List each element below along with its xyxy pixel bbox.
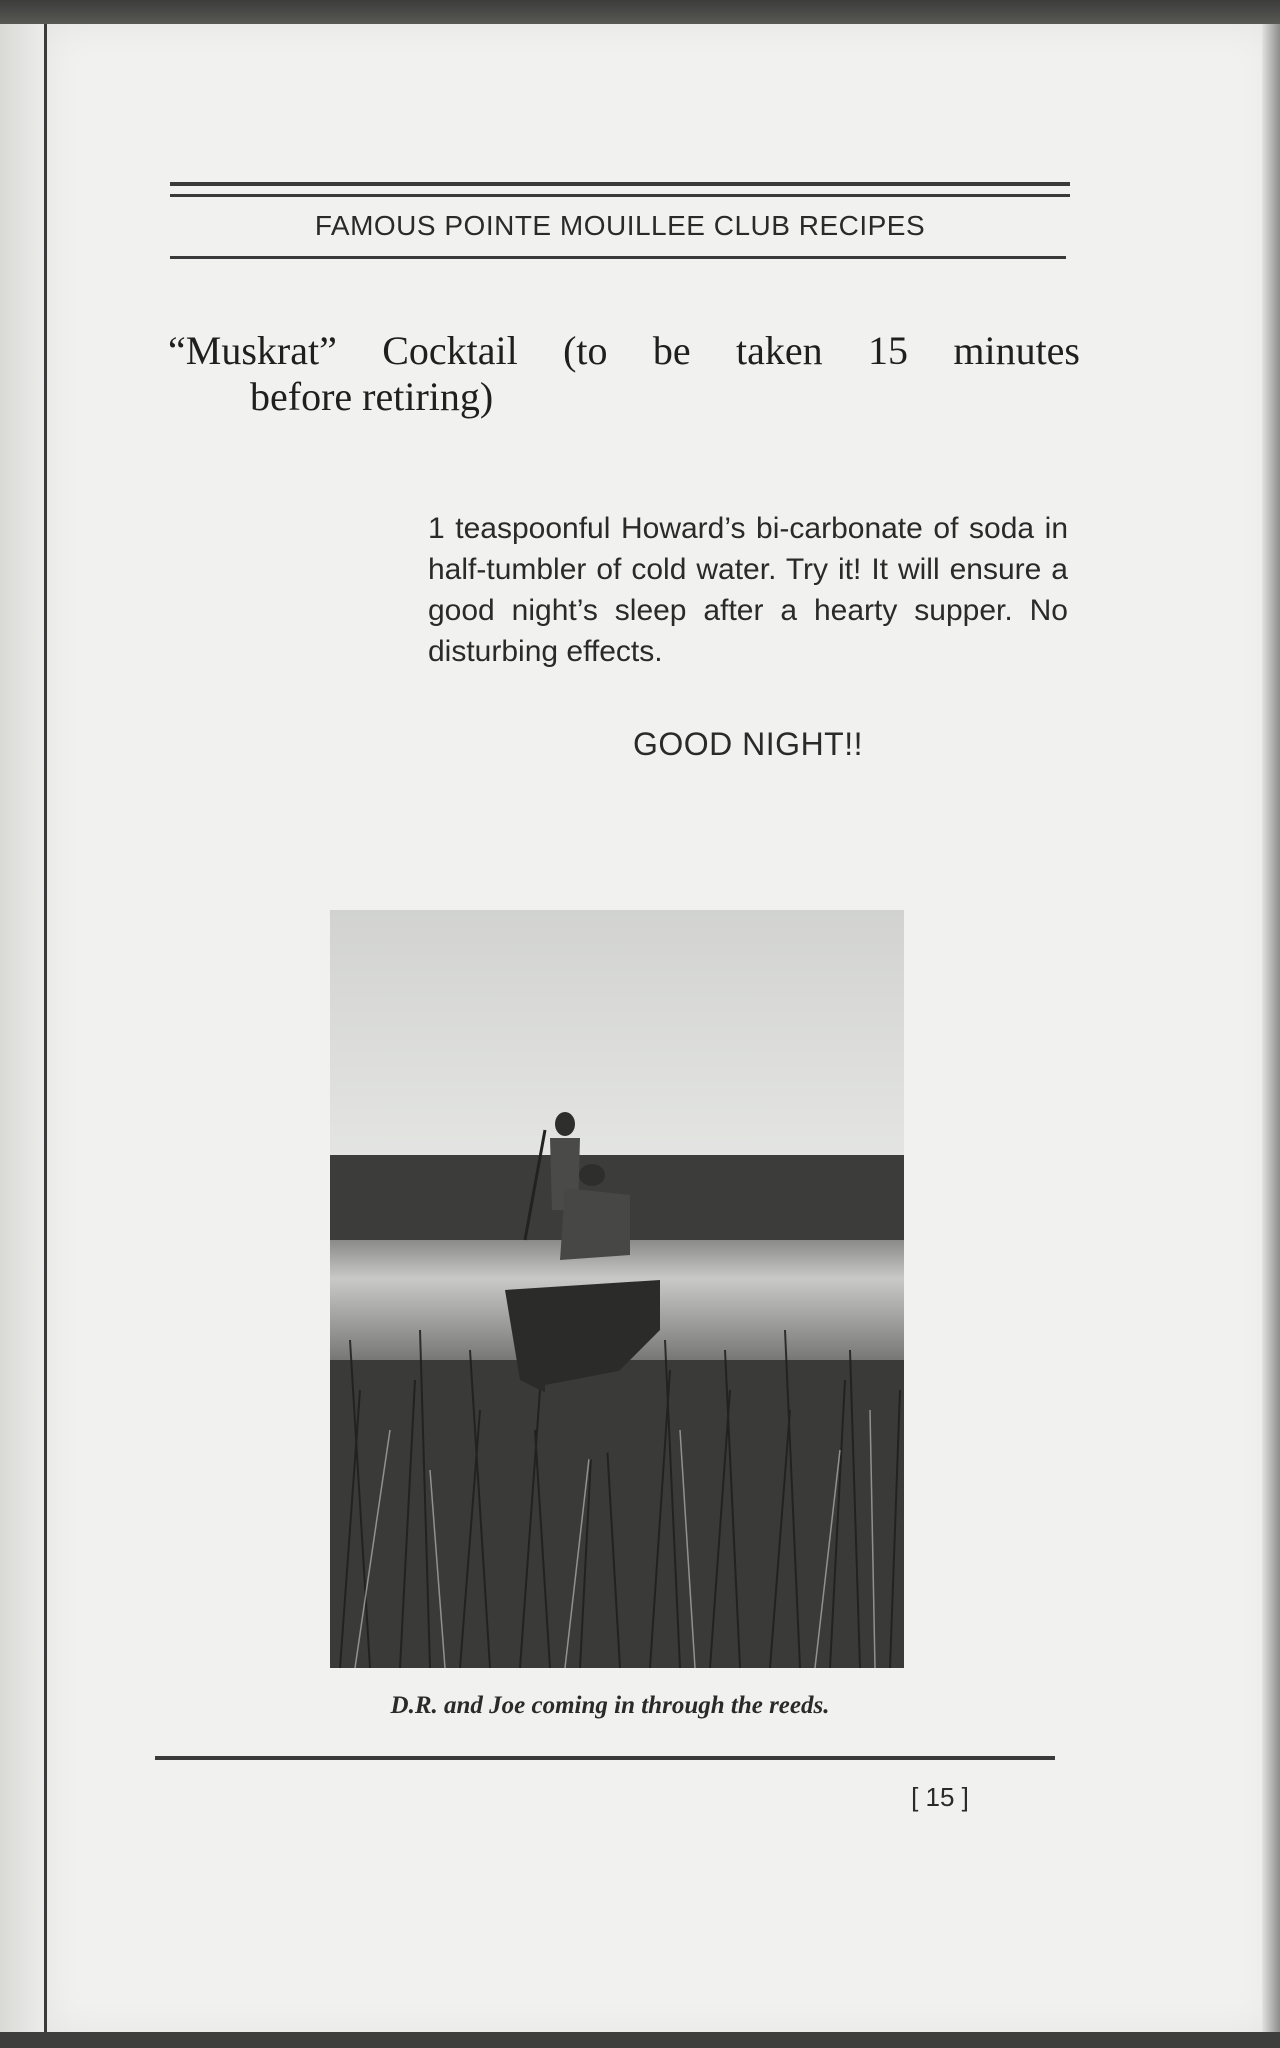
recipe-title-line1: “Muskrat” Cocktail (to be taken 15 minutes — [168, 328, 1080, 373]
footer-rule — [155, 1756, 1055, 1760]
page-edge — [1262, 24, 1280, 2034]
book-spine — [0, 24, 44, 2034]
recipe-title-line2: before retiring) — [250, 374, 494, 419]
scan-border-top — [0, 0, 1280, 26]
header-rule-top — [170, 182, 1070, 186]
running-header: FAMOUS POINTE MOUILLEE CLUB RECIPES — [314, 210, 926, 241]
header-rule-bottom — [170, 256, 1066, 259]
recipe-instructions: 1 teaspoonful Howard’s bi-carbonate of soda in half-tumbler of cold water. Try it! It will ensure a good night’s sleep after a hearty supper. No disturbing effects. — [428, 512, 1068, 668]
photo-caption: D.R. and Joe coming in through the reeds. — [390, 1692, 830, 1719]
scan-border-bottom — [0, 2032, 1280, 2048]
recipe-signoff: GOOD NIGHT!! — [633, 726, 863, 762]
photo-illustration — [330, 910, 904, 1668]
page-number: [ 15 ] — [911, 1782, 969, 1812]
marsh-photograph — [330, 910, 904, 1668]
header-rule-top-inner — [170, 194, 1070, 197]
